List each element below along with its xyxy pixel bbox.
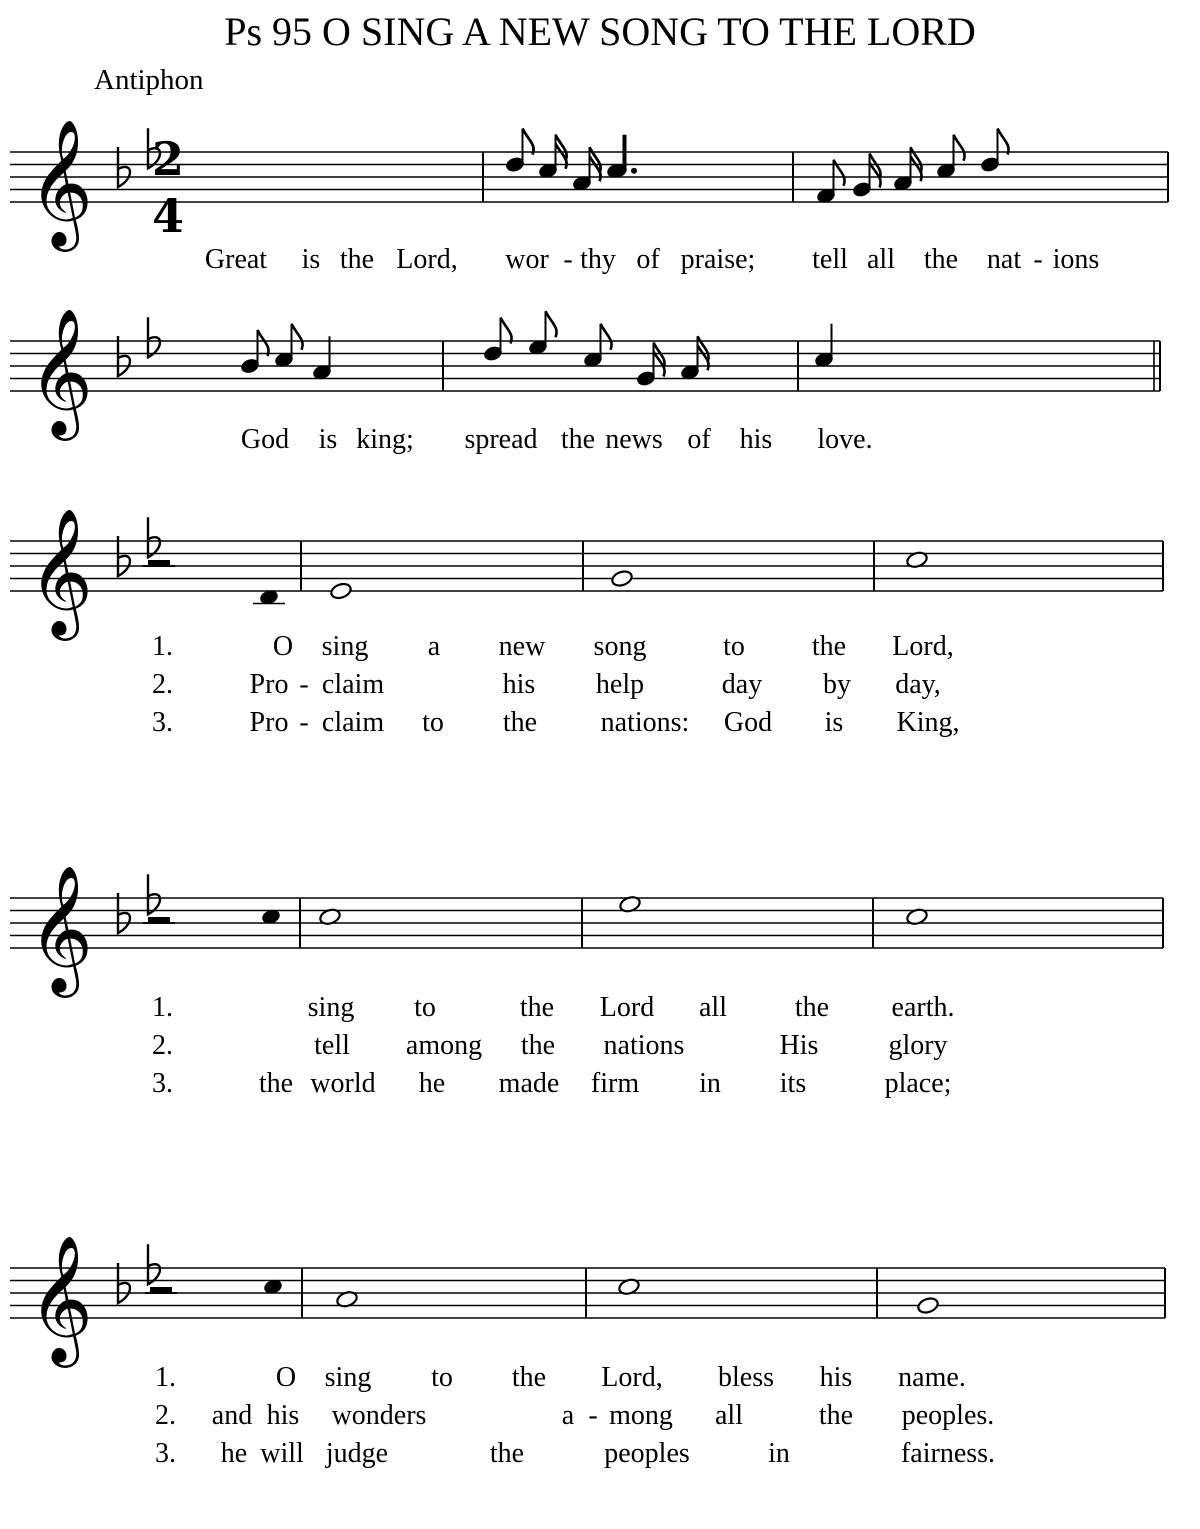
lyric-syllable: will bbox=[260, 1438, 304, 1469]
flat-sign-icon bbox=[118, 893, 130, 933]
note bbox=[636, 343, 665, 388]
flat-sign-icon bbox=[148, 1244, 160, 1284]
lyric-syllable: Pro bbox=[249, 707, 289, 738]
note-flag bbox=[292, 324, 303, 350]
lyric-syllable: Lord, bbox=[396, 244, 458, 275]
flat-sign-icon bbox=[148, 517, 160, 557]
note bbox=[814, 324, 834, 369]
lyric-syllable: ions bbox=[1052, 244, 1100, 275]
lyric-syllable: the bbox=[520, 1030, 556, 1061]
flat-sign-shape bbox=[148, 317, 160, 357]
lyric-syllable: he bbox=[418, 1068, 446, 1099]
lyric-syllable: his bbox=[739, 424, 773, 455]
note bbox=[329, 581, 352, 600]
lyric-syllable: the bbox=[794, 992, 830, 1023]
treble-clef-glyph: 𝄞 bbox=[28, 1234, 94, 1362]
note bbox=[538, 135, 567, 180]
lyric-syllable: the bbox=[811, 631, 847, 662]
verse-number: 1. bbox=[155, 1362, 176, 1393]
lyric-syllable: is bbox=[824, 707, 844, 738]
lyric-syllable: his bbox=[819, 1362, 853, 1393]
note bbox=[893, 147, 922, 192]
lyric-syllable: bless bbox=[718, 1362, 774, 1393]
treble-clef-glyph: 𝄞 bbox=[28, 307, 94, 435]
verse-number: 3. bbox=[152, 1068, 173, 1099]
lyric-syllable: day bbox=[721, 669, 763, 700]
lyric-syllable: the bbox=[560, 424, 596, 455]
lyric-syllable: all bbox=[715, 1400, 743, 1431]
flat-sign-icon bbox=[148, 317, 160, 357]
lyric-syllable: a bbox=[561, 1400, 575, 1431]
note bbox=[936, 135, 965, 180]
time-signature-top: 2 bbox=[151, 132, 185, 186]
lyric-syllable: nat bbox=[986, 244, 1022, 275]
lyric-syllable: its bbox=[779, 1068, 807, 1099]
lyric-hyphen: - bbox=[563, 244, 573, 275]
note bbox=[274, 324, 303, 369]
lyric-syllable: Pro bbox=[249, 669, 289, 700]
lyric-syllable: tell bbox=[812, 244, 848, 275]
flat-sign-icon bbox=[118, 147, 130, 187]
lyric-syllable: to bbox=[422, 707, 444, 738]
lyric-syllable: is bbox=[318, 424, 338, 455]
flat-sign-shape bbox=[118, 536, 130, 576]
lyric-syllable: the bbox=[502, 707, 538, 738]
verse-number: 1. bbox=[152, 631, 173, 662]
lyric-syllable: Lord, bbox=[892, 631, 954, 662]
treble-clef-glyph: 𝄞 bbox=[28, 864, 94, 992]
lyric-syllable: wor bbox=[505, 244, 549, 275]
note-flag bbox=[601, 324, 612, 350]
flat-sign-icon bbox=[118, 336, 130, 376]
lyric-syllable: King, bbox=[896, 707, 960, 738]
lyric-hyphen: - bbox=[299, 669, 309, 700]
lyric-syllable: in bbox=[768, 1438, 790, 1469]
lyric-syllable: Lord bbox=[599, 992, 655, 1023]
note bbox=[980, 129, 1009, 174]
lyric-syllable: he bbox=[220, 1438, 248, 1469]
lyric-syllable: wonders bbox=[331, 1400, 427, 1431]
lyric-syllable: nations: bbox=[600, 707, 690, 738]
treble-clef-glyph: 𝄞 bbox=[28, 118, 94, 246]
lyric-hyphen: - bbox=[1033, 244, 1043, 275]
lyric-syllable: by bbox=[823, 669, 851, 700]
lyric-syllable: world bbox=[310, 1068, 376, 1099]
lyric-syllable: O bbox=[272, 631, 294, 662]
lyric-syllable: all bbox=[867, 244, 895, 275]
treble-clef-icon bbox=[28, 507, 93, 641]
note bbox=[505, 129, 534, 174]
note-flag bbox=[501, 318, 512, 344]
lyric-syllable: and bbox=[211, 1400, 253, 1431]
lyric-syllable: new bbox=[498, 631, 546, 662]
lyric-hyphen: - bbox=[299, 707, 309, 738]
verse-number: 3. bbox=[152, 707, 173, 738]
lyric-syllable: God bbox=[240, 424, 290, 455]
lyric-syllable: sing bbox=[321, 631, 369, 662]
lyric-syllable: Lord, bbox=[601, 1362, 663, 1393]
lyric-hyphen: - bbox=[588, 1400, 598, 1431]
note-flag bbox=[546, 311, 557, 337]
note bbox=[852, 154, 881, 199]
lyric-syllable: all bbox=[699, 992, 727, 1023]
note-flag bbox=[834, 160, 845, 186]
flat-sign-shape bbox=[118, 893, 130, 933]
lyric-syllable: his bbox=[502, 669, 536, 700]
lyric-syllable: the bbox=[339, 244, 375, 275]
flat-sign-icon bbox=[148, 874, 160, 914]
lyric-syllable: claim bbox=[321, 669, 385, 700]
lyric-syllable: the bbox=[511, 1362, 547, 1393]
lyric-syllable: fairness. bbox=[900, 1438, 996, 1469]
lyric-syllable: His bbox=[779, 1030, 819, 1061]
lyric-syllable: praise; bbox=[680, 244, 756, 275]
flat-sign-shape bbox=[118, 336, 130, 376]
lyric-syllable: made bbox=[498, 1068, 560, 1099]
staff-system bbox=[10, 1268, 1165, 1318]
treble-clef-icon bbox=[28, 118, 93, 252]
treble-clef-icon bbox=[28, 307, 93, 441]
lyric-syllable: love. bbox=[817, 424, 873, 455]
note-flag bbox=[954, 135, 965, 161]
flat-sign-shape bbox=[148, 517, 160, 557]
staff-system bbox=[10, 898, 1163, 948]
flat-sign-shape bbox=[118, 1263, 130, 1303]
lyric-syllable: king; bbox=[356, 424, 414, 455]
augmentation-dot bbox=[631, 168, 637, 174]
treble-clef-icon bbox=[28, 1234, 93, 1368]
lyric-syllable: the bbox=[258, 1068, 294, 1099]
lyric-syllable: tell bbox=[314, 1030, 350, 1061]
lyric-syllable: in bbox=[699, 1068, 721, 1099]
lyric-syllable: thy bbox=[580, 244, 616, 275]
flat-sign-shape bbox=[118, 147, 130, 187]
verse-number: 2. bbox=[152, 1030, 173, 1061]
page-title: Ps 95 O SING A NEW SONG TO THE LORD bbox=[224, 9, 976, 54]
lyric-syllable: a bbox=[427, 631, 441, 662]
verse-number: 1. bbox=[152, 992, 173, 1023]
note bbox=[606, 135, 626, 180]
note-flag bbox=[258, 330, 269, 356]
lyric-syllable: help bbox=[595, 669, 645, 700]
verse-number: 2. bbox=[152, 669, 173, 700]
lyric-syllable: judge bbox=[325, 1438, 389, 1469]
lyric-syllable: among bbox=[405, 1030, 483, 1061]
lyric-syllable: day, bbox=[895, 669, 941, 700]
note bbox=[572, 147, 601, 192]
lyric-syllable: claim bbox=[321, 707, 385, 738]
flat-sign-icon bbox=[118, 1263, 130, 1303]
note-flag bbox=[523, 129, 534, 155]
lyric-syllable: name. bbox=[898, 1362, 966, 1393]
lyric-syllable: peoples bbox=[604, 1438, 690, 1469]
staff-system bbox=[10, 541, 1163, 591]
lyric-syllable: the bbox=[519, 992, 555, 1023]
lyric-syllable: to bbox=[723, 631, 745, 662]
note bbox=[680, 336, 709, 381]
lyric-syllable: song bbox=[593, 631, 647, 662]
note bbox=[916, 1296, 939, 1315]
lyric-syllable: sing bbox=[307, 992, 355, 1023]
verse-number: 2. bbox=[155, 1400, 176, 1431]
lyric-syllable: of bbox=[687, 424, 711, 455]
lyric-syllable: mong bbox=[609, 1400, 673, 1431]
lyric-syllable: is bbox=[301, 244, 321, 275]
note bbox=[583, 324, 612, 369]
time-signature-bottom: 4 bbox=[151, 189, 185, 243]
lyric-syllable: his bbox=[266, 1400, 300, 1431]
note-head bbox=[329, 581, 352, 600]
lyric-syllable: the bbox=[818, 1400, 854, 1431]
note bbox=[528, 311, 557, 356]
treble-clef-icon bbox=[28, 864, 93, 998]
lyric-syllable: news bbox=[605, 424, 663, 455]
note bbox=[816, 160, 845, 205]
lyric-syllable: peoples. bbox=[901, 1400, 995, 1431]
lyric-syllable: to bbox=[414, 992, 436, 1023]
flat-sign-shape bbox=[148, 1244, 160, 1284]
lyric-syllable: Great bbox=[204, 244, 268, 275]
note-head bbox=[610, 569, 633, 588]
note bbox=[483, 318, 512, 363]
note-flag bbox=[998, 129, 1009, 155]
verse-number: 3. bbox=[155, 1438, 176, 1469]
note bbox=[312, 336, 332, 381]
treble-clef-glyph: 𝄞 bbox=[28, 507, 94, 635]
flat-sign-shape bbox=[148, 874, 160, 914]
lyric-syllable: of bbox=[636, 244, 660, 275]
lyric-syllable: firm bbox=[590, 1068, 640, 1099]
lyric-syllable: earth. bbox=[891, 992, 955, 1023]
lyric-syllable: God bbox=[723, 707, 773, 738]
flat-sign-icon bbox=[118, 536, 130, 576]
lyric-syllable: spread bbox=[464, 424, 538, 455]
lyric-syllable: the bbox=[489, 1438, 525, 1469]
staff-system bbox=[10, 341, 1160, 391]
note bbox=[610, 569, 633, 588]
note-head bbox=[916, 1296, 939, 1315]
lyric-syllable: place; bbox=[884, 1068, 952, 1099]
antiphon-label: Antiphon bbox=[94, 64, 204, 96]
note bbox=[240, 330, 269, 375]
lyric-syllable: to bbox=[431, 1362, 453, 1393]
lyric-syllable: the bbox=[923, 244, 959, 275]
lyric-syllable: nations bbox=[603, 1030, 685, 1061]
lyric-syllable: O bbox=[275, 1362, 297, 1393]
lyric-syllable: glory bbox=[888, 1030, 948, 1061]
lyric-syllable: sing bbox=[324, 1362, 372, 1393]
